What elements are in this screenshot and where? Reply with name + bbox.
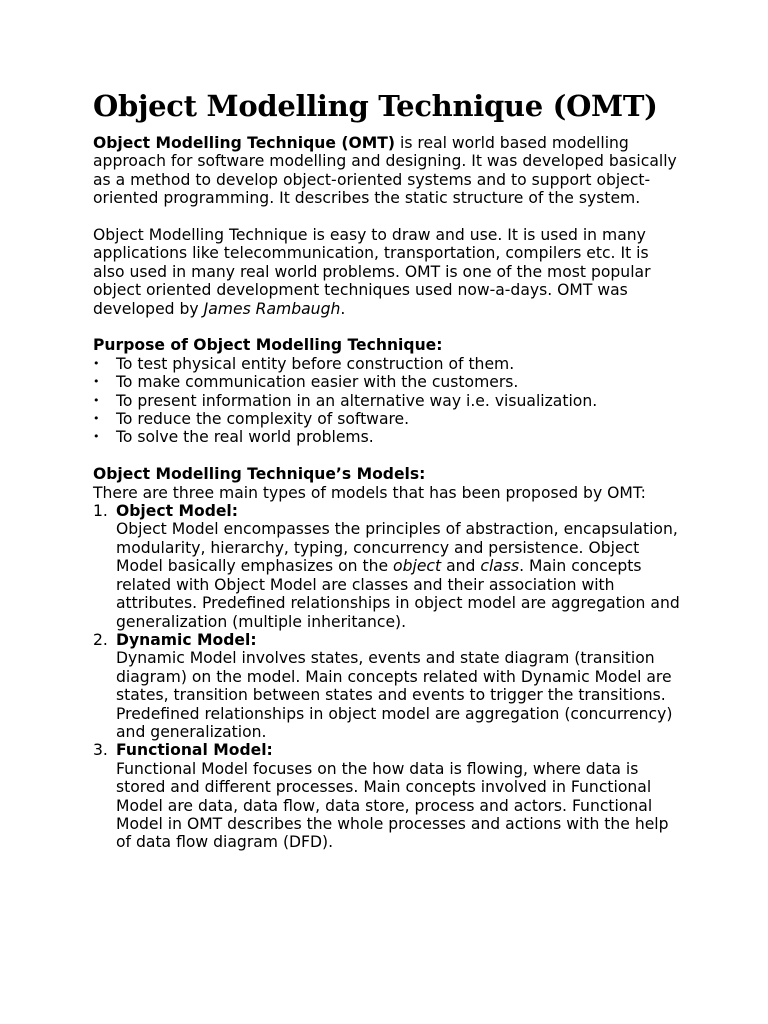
document-page: [93, 88, 683, 852]
item-number: 1.: [93, 502, 108, 521]
models-list: [93, 502, 683, 852]
model-desc: Object Model encompasses the principles of abstraction, encapsulation, modularity, hierarchy, typing, concurrency and persistence. Object Model basically emphasizes on the: [116, 520, 678, 576]
models-heading: [93, 465, 683, 483]
bullet-icon: •: [93, 393, 100, 407]
intro-paragraph: [93, 134, 683, 208]
models-heading-text: Object Modelling Technique’s Models:: [93, 465, 426, 484]
purpose-heading-text: Purpose of Object Modelling Technique:: [93, 336, 443, 355]
models-intro: There are three main types of models that has been proposed by OMT:: [93, 483, 646, 502]
item-number: 3.: [93, 741, 108, 760]
model-item-object: [93, 502, 683, 631]
list-item-text: To solve the real world problems.: [116, 428, 374, 447]
model-name: Functional Model:: [116, 741, 273, 760]
model-term: object: [393, 557, 442, 576]
model-desc: . Main concepts related with Object Model are classes and their association with attributes. Predefined relationships in object model are aggregation and generalization (multiple inheritance).: [116, 557, 680, 631]
spacer: [93, 208, 683, 226]
usage-paragraph: [93, 226, 683, 318]
list-item: [93, 373, 683, 391]
list-item: [93, 428, 683, 446]
list-item-text: To test physical entity before construction of them.: [116, 354, 515, 373]
model-item-dynamic: [93, 631, 683, 741]
model-desc: and: [441, 557, 481, 576]
item-number: 2.: [93, 630, 108, 649]
bullet-icon: •: [93, 356, 100, 370]
model-desc: Dynamic Model involves states, events and state diagram (transition diagram) on the model. Main concepts related with Dynamic Model are states, transition between states and events to trigger the transitions. Predefined relationships in object model are aggregation (concurrency) and generalization.: [116, 649, 673, 741]
model-name: Dynamic Model:: [116, 630, 257, 649]
list-item: [93, 410, 683, 428]
model-name: Object Model:: [116, 502, 239, 521]
intro-text: is real world based modelling approach for software modelling and designing. It was developed basically as a method to develop object-oriented systems and to support object-oriented programming. It describes the static structure of the system.: [93, 134, 677, 208]
usage-text-end: .: [340, 299, 346, 318]
list-item: [93, 355, 683, 373]
model-item-functional: [93, 741, 683, 851]
list-item: [93, 392, 683, 410]
author-name: James Rambaugh: [203, 299, 341, 318]
model-desc: Functional Model focuses on the how data is flowing, where data is stored and different processes. Main concepts involved in Functional Model are data, data flow, data store, process and actors. Functional Model in OMT describes the whole processes and actions with the help of data flow diagram (DFD).: [116, 759, 669, 852]
purpose-heading: [93, 336, 683, 354]
page-title: Object Modelling Technique (OMT): [93, 89, 658, 123]
list-item-text: To reduce the complexity of software.: [116, 410, 410, 429]
model-term: class: [480, 557, 520, 576]
list-item-text: To present information in an alternative way i.e. visualization.: [116, 391, 598, 410]
spacer: [93, 447, 683, 465]
intro-bold-term: Object Modelling Technique (OMT): [93, 134, 396, 152]
bullet-icon: •: [93, 375, 100, 389]
bullet-icon: •: [93, 412, 100, 426]
list-item-text: To make communication easier with the customers.: [116, 373, 519, 392]
spacer: [93, 318, 683, 336]
usage-text: Object Modelling Technique is easy to draw and use. It is used in many applications like telecommunication, transportation, compilers etc. It is also used in many real world problems. OMT is one of the most popular object oriented development techniques used now-a-days. OMT was developed by: [93, 226, 651, 318]
bullet-icon: •: [93, 430, 100, 444]
purpose-list: [93, 355, 683, 447]
